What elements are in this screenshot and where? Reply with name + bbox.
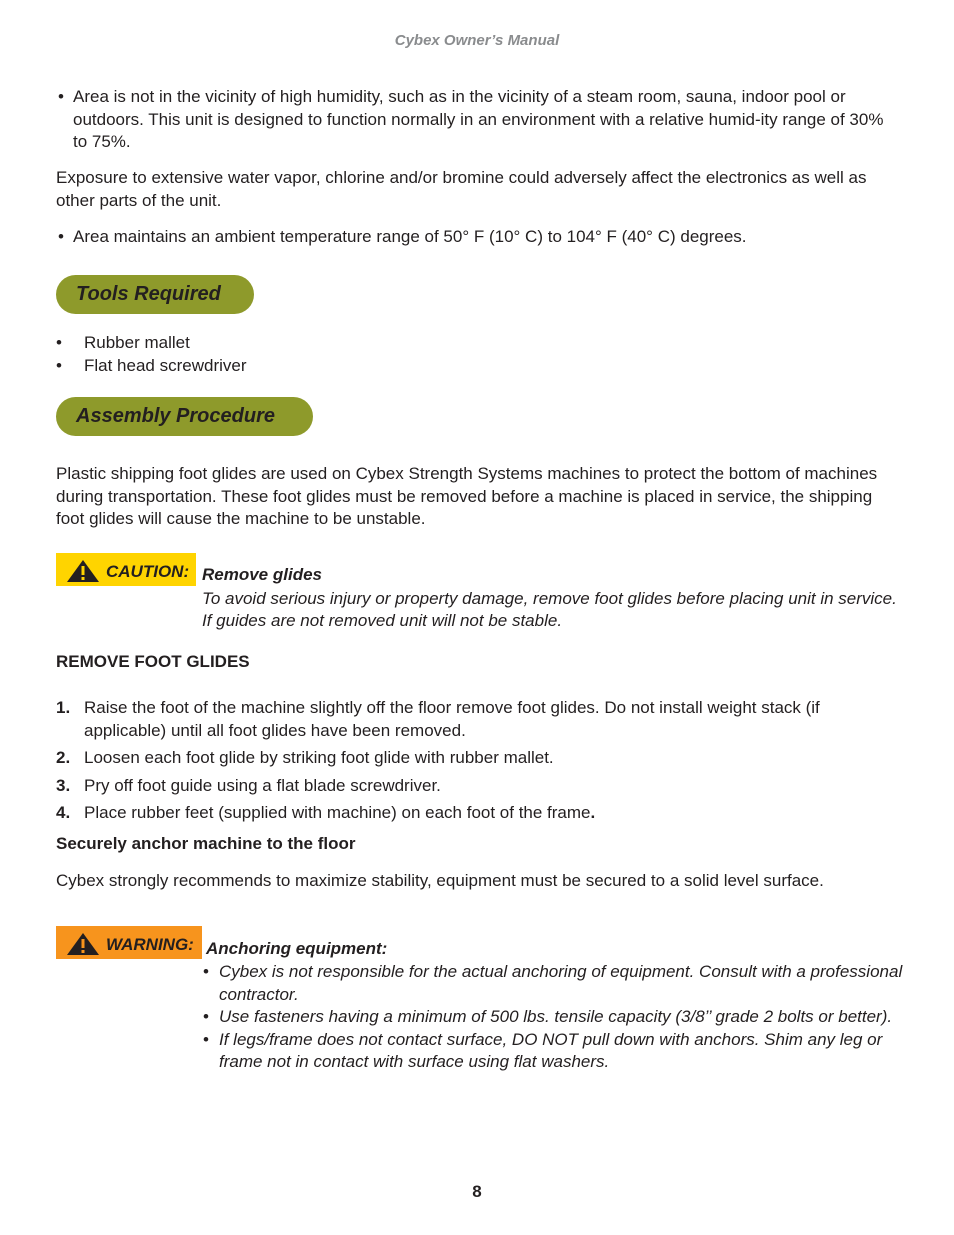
page-number: 8 xyxy=(472,1182,482,1201)
warning-item: If legs/frame does not contact surface, DO NOT pull down with anchors. Shim any leg or frame not in contact with surface using flat washers. xyxy=(219,1029,883,1071)
list-item xyxy=(56,697,901,742)
warning-triangle-icon xyxy=(66,932,100,956)
step-number: 4. xyxy=(56,803,71,822)
tools-required-heading: Tools Required xyxy=(56,275,254,314)
step-end-mark: . xyxy=(590,803,596,822)
warning-title: Anchoring equipment: xyxy=(206,939,388,958)
caution-badge xyxy=(56,553,196,586)
assembly-procedure-heading: Assembly Procedure xyxy=(56,397,313,436)
step-number: 3. xyxy=(56,775,71,795)
tools-list xyxy=(56,332,456,378)
bullet-glyph: • xyxy=(58,227,64,246)
list-item: • If legs/frame does not contact surface, DO NOT pull down with anchors. Shim any leg or frame not in contact with surface using flat washers. xyxy=(203,1029,903,1074)
exposure-paragraph: Exposure to extensive water vapor, chlorine and/or bromine could adversely affect the electronics as well as other parts of the unit. xyxy=(56,168,867,210)
warning-badge xyxy=(56,926,202,959)
temperature-bullet xyxy=(58,226,898,249)
step-number: 2. xyxy=(56,748,71,767)
warning-label: WARNING: xyxy=(106,934,194,954)
warning-list xyxy=(203,961,903,1074)
step-text: Loosen each foot glide by striking foot glide with rubber mallet. xyxy=(84,748,554,767)
humidity-text: Area is not in the vicinity of high humidity, such as in the vicinity of a steam room, sauna, indoor pool or outdoors. This unit is designed to function normally in an environment with a relative humid-ity range of 30% to 75%. xyxy=(73,87,884,151)
warning-item: Cybex is not responsible for the actual anchoring of equipment. Consult with a professional contractor. xyxy=(219,962,903,1004)
steps-list xyxy=(56,697,901,830)
list-item xyxy=(56,747,901,770)
caution-message xyxy=(202,564,902,633)
list-item: • Rubber mallet xyxy=(56,332,456,355)
tool-item: Flat head screwdriver xyxy=(84,356,247,375)
list-item: • Use fasteners having a minimum of 500 lbs. tensile capacity (3/8’’ grade 2 bolts or better). xyxy=(203,1006,903,1029)
caution-body: To avoid serious injury or property damage, remove foot glides before placing unit in service. If guides are not removed unit will not be stable. xyxy=(202,588,897,630)
caution-title: Remove glides xyxy=(202,565,322,584)
anchor-paragraph: Cybex strongly recommends to maximize stability, equipment must be secured to a solid level surface. xyxy=(56,871,824,890)
list-item xyxy=(56,802,901,825)
list-item xyxy=(56,775,901,798)
temperature-text: Area maintains an ambient temperature range of 50° F (10° C) to 104° F (40° C) degrees. xyxy=(73,227,747,246)
bullet-glyph: • xyxy=(58,87,64,106)
step-text: Place rubber feet (supplied with machine) on each foot of the frame xyxy=(84,803,591,822)
remove-foot-glides-heading: REMOVE FOOT GLIDES xyxy=(56,652,250,671)
list-item: • Flat head screwdriver xyxy=(56,355,456,378)
warning-item: Use fasteners having a minimum of 500 lbs. tensile capacity (3/8’’ grade 2 bolts or better). xyxy=(219,1007,893,1026)
list-item: • Cybex is not responsible for the actual anchoring of equipment. Consult with a professional contractor. xyxy=(203,961,903,1006)
running-header: Cybex Owner’s Manual xyxy=(394,32,560,49)
step-number: 1. xyxy=(56,698,71,717)
tool-item: Rubber mallet xyxy=(84,333,190,352)
humidity-bullet xyxy=(58,86,898,154)
caution-label: CAUTION: xyxy=(106,561,190,581)
step-text: Raise the foot of the machine slightly off the floor remove foot glides. Do not install weight stack (if applicable) until all foot glides have been removed. xyxy=(84,698,820,740)
step-text: Pry off foot guide using a flat blade screwdriver. xyxy=(84,775,441,795)
assembly-intro: Plastic shipping foot glides are used on Cybex Strength Systems machines to protect the bottom of machines during transportation. These foot glides must be removed before a machine is placed in service, the shipping foot glides will cause the machine to be unstable. xyxy=(56,464,878,528)
warning-triangle-icon xyxy=(66,559,100,583)
anchor-heading: Securely anchor machine to the floor xyxy=(56,834,356,853)
